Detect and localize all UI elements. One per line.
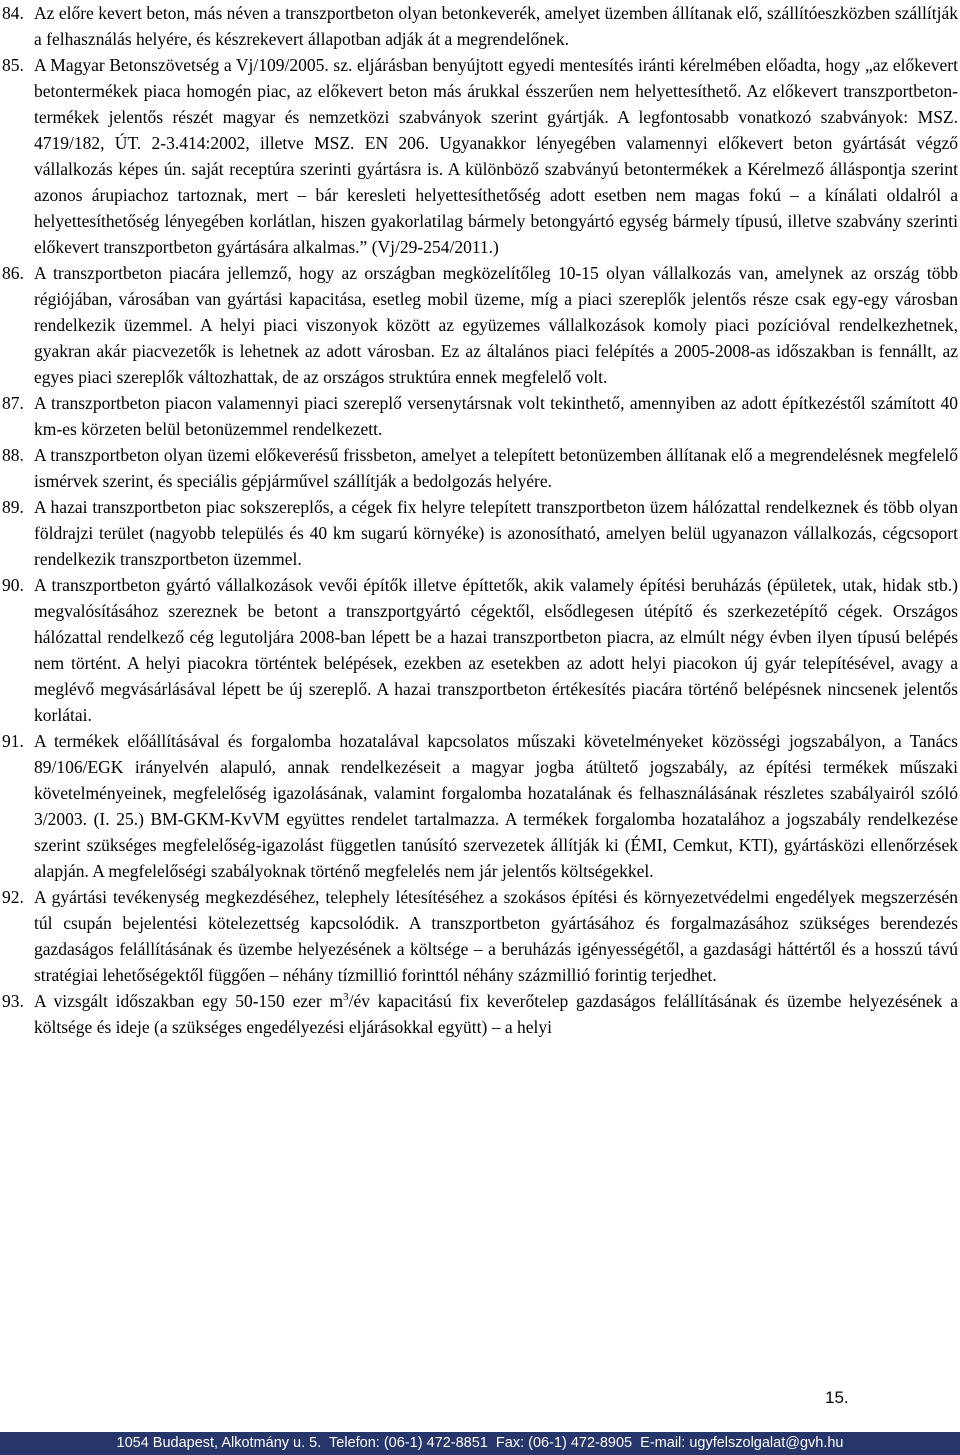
paragraph-text: A Magyar Betonszövetség a Vj/109/2005. sz. eljárásban benyújtott egyedi mentesítés iránti kérelmében előadta, hogy „az előkevert betontermékek piaca homogén piac, az előkevert beton más árukkal ésszerűen nem helyettesíthető. Az előkevert transzportbeton-termékek jelentős részét magyar és nemzetközi szabványok szerint gyártják. A legfontosabb vonatkozó szabványok: MSZ. 4719/182, ÚT. 2-3.414:2002, illetve MSZ. EN 206. Ugyanakkor lényegében valamennyi előkevert beton gyártását végző vállalkozás képes ún. saját receptúra szerinti gyártásra is. A különböző szabványú betontermékek a Kérelmező álláspontja szerint azonos árupiachoz tartoznak, mert – bár keresleti helyettesíthetőség adott esetben nem magas fokú – a kínálati oldalról a helyettesíthetőség lényegében korlátlan, hiszen gyakorlatilag bármely betongyártó egység bármely típusú, illetve szabvány szerinti előkevert transzportbeton gyártására alkalmas.” (Vj/29-254/2011.): [34, 55, 958, 257]
paragraph-number: 89.: [2, 497, 24, 517]
paragraph-number: 88.: [2, 445, 24, 465]
paragraph-number: 86.: [2, 263, 24, 283]
paragraph-number: 90.: [2, 575, 24, 595]
footer-contact-bar: [0, 1432, 960, 1455]
paragraph-number: 91.: [2, 731, 24, 751]
paragraph-89: [2, 494, 958, 572]
paragraph-86: [2, 260, 958, 390]
paragraph-text: A transzportbeton piacára jellemző, hogy az országban megközelítőleg 10-15 olyan vállalkozás van, amelynek az ország több régiójában, városában van gyártási kapacitása, esetleg mobil üzeme, míg a piaci szereplők jelentős része csak egy-egy városban rendelkezik üzemmel. A helyi piaci viszonyok között az együzemes vállalkozások komoly piaci pozícióval rendelkezhetnek, gyakran akár piacvezetők is lehetnek az adott városban. Ez az általános piaci felépítés a 2005-2008-as időszakban is fennállt, az egyes piaci szereplők változhattak, de az országos struktúra ennek megfelelő volt.: [34, 263, 958, 387]
paragraph-text-end: /év kapacitású fix keverőtelep gazdaságos felállításának és üzembe helyezésének a költsége és ideje (a szükséges engedélyezési eljárásokkal együtt) – a helyi: [34, 991, 958, 1037]
paragraph-text: A termékek előállításával és forgalomba hozatalával kapcsolatos műszaki követelményeket közösségi jogszabályon, a Tanács 89/106/EGK irányelvén alapuló, annak rendelkezéseit a magyar jogba átültető jogszabály, az építési termékek műszaki követelményeinek, megfelelőség igazolásának, valamint forgalomba hozatalának és felhasználásának részletes szabályairól szóló 3/2003. (I. 25.) BM-GKM-KvVM együttes rendelet tartalmazza. A termékek forgalomba hozatalához a jogszabály rendelkezése szerint szükséges megfelelőség-igazolást független tanúsító szervezetek állítják ki (ÉMI, Cemkut, KTI), gyártásközi ellenőrzések alapján. A megfelelőségi szabályoknak történő megfelelés nem jár jelentős költségekkel.: [34, 731, 958, 881]
paragraph-text: A hazai transzportbeton piac sokszereplős, a cégek fix helyre telepített transzportbeton üzem hálózattal rendelkeznek és több olyan földrajzi terület (nagyobb település és 40 km sugarú környéke) is azonosítható, amelyen belül ugyanazon vállalkozás, cégcsoport rendelkezik transzportbeton üzemmel.: [34, 497, 958, 569]
paragraph-text: A gyártási tevékenység megkezdéséhez, telephely létesítéséhez a szokásos építési és környezetvédelmi engedélyek megszerzésén túl csupán bejelentési kötelezettség kapcsolódik. A transzportbeton gyártásához és forgalmazásához szükséges berendezés gazdaságos felállításának és üzembe helyezésének a költsége – a beruházás igényességétől, a gazdasági háttértől és a hosszú távú stratégiai lehetőségektől függően – néhány tízmillió forinttól néhány százmillió forintig terjedhet.: [34, 887, 958, 985]
paragraph-90: [2, 572, 958, 728]
paragraph-text: Az előre kevert beton, más néven a transzportbeton olyan betonkeverék, amelyet üzemben állítanak elő, szállítóeszközben szállítják a felhasználás helyére, és készrekevert állapotban adják át a megrendelőnek.: [34, 3, 958, 49]
paragraph-number: 84.: [2, 3, 24, 23]
paragraph-text: A transzportbeton gyártó vállalkozások vevői építők illetve építtetők, akik valamely építési beruházás (épületek, utak, hidak stb.) megvalósításához szereznek be betont a transzportgyártó cégektől, elsődlegesen útépítő és szerkezetépítő cégek. Országos hálózattal rendelkező cég legutoljára 2008-ban lépett be a hazai transzportbeton piacra, az elmúlt négy évben ilyen típusú belépés nem történt. A helyi piacokra történtek belépések, ezekben az esetekben az adott helyi piacokon új gyár telepítésével, avagy a meglévő megvásárlásával lépett be új szereplő. A hazai transzportbeton értékesítés piacára történő belépésnek nincsenek jelentős korlátai.: [34, 575, 958, 725]
paragraph-text-start: A vizsgált időszakban egy 50-150 ezer m: [34, 991, 344, 1011]
paragraph-text: A transzportbeton olyan üzemi előkeverésű frissbeton, amelyet a telepített betonüzemben állítanak elő a megrendelésnek megfelelő ismérvek szerint, és speciális gépjárművel szállítják a bedolgozás helyére.: [34, 445, 958, 491]
paragraph-88: [2, 442, 958, 494]
page-number: 15.: [825, 1388, 849, 1407]
footer-contact-text: 1054 Budapest, Alkotmány u. 5. Telefon: (06-1) 472-8851 Fax: (06-1) 472-8905 E-mail: ugyfelszolgalat@gvh.hu: [116, 1435, 844, 1451]
paragraph-85: [2, 52, 958, 260]
paragraph-text: A transzportbeton piacon valamennyi piaci szereplő versenytársnak volt tekinthető, amennyiben az adott építkezéstől számított 40 km-es körzeten belül betonüzemmel rendelkezett.: [34, 393, 958, 439]
paragraph-92: [2, 884, 958, 988]
paragraph-84: [2, 0, 958, 52]
unit-superscript: 3: [343, 991, 349, 1004]
paragraph-93: [2, 988, 958, 1040]
paragraph-number: 92.: [2, 887, 24, 907]
paragraph-87: [2, 390, 958, 442]
paragraph-number: 85.: [2, 55, 24, 75]
paragraph-number: 93.: [2, 991, 24, 1011]
paragraph-number: 87.: [2, 393, 24, 413]
body-text: [2, 0, 958, 1040]
paragraph-91: [2, 728, 958, 884]
